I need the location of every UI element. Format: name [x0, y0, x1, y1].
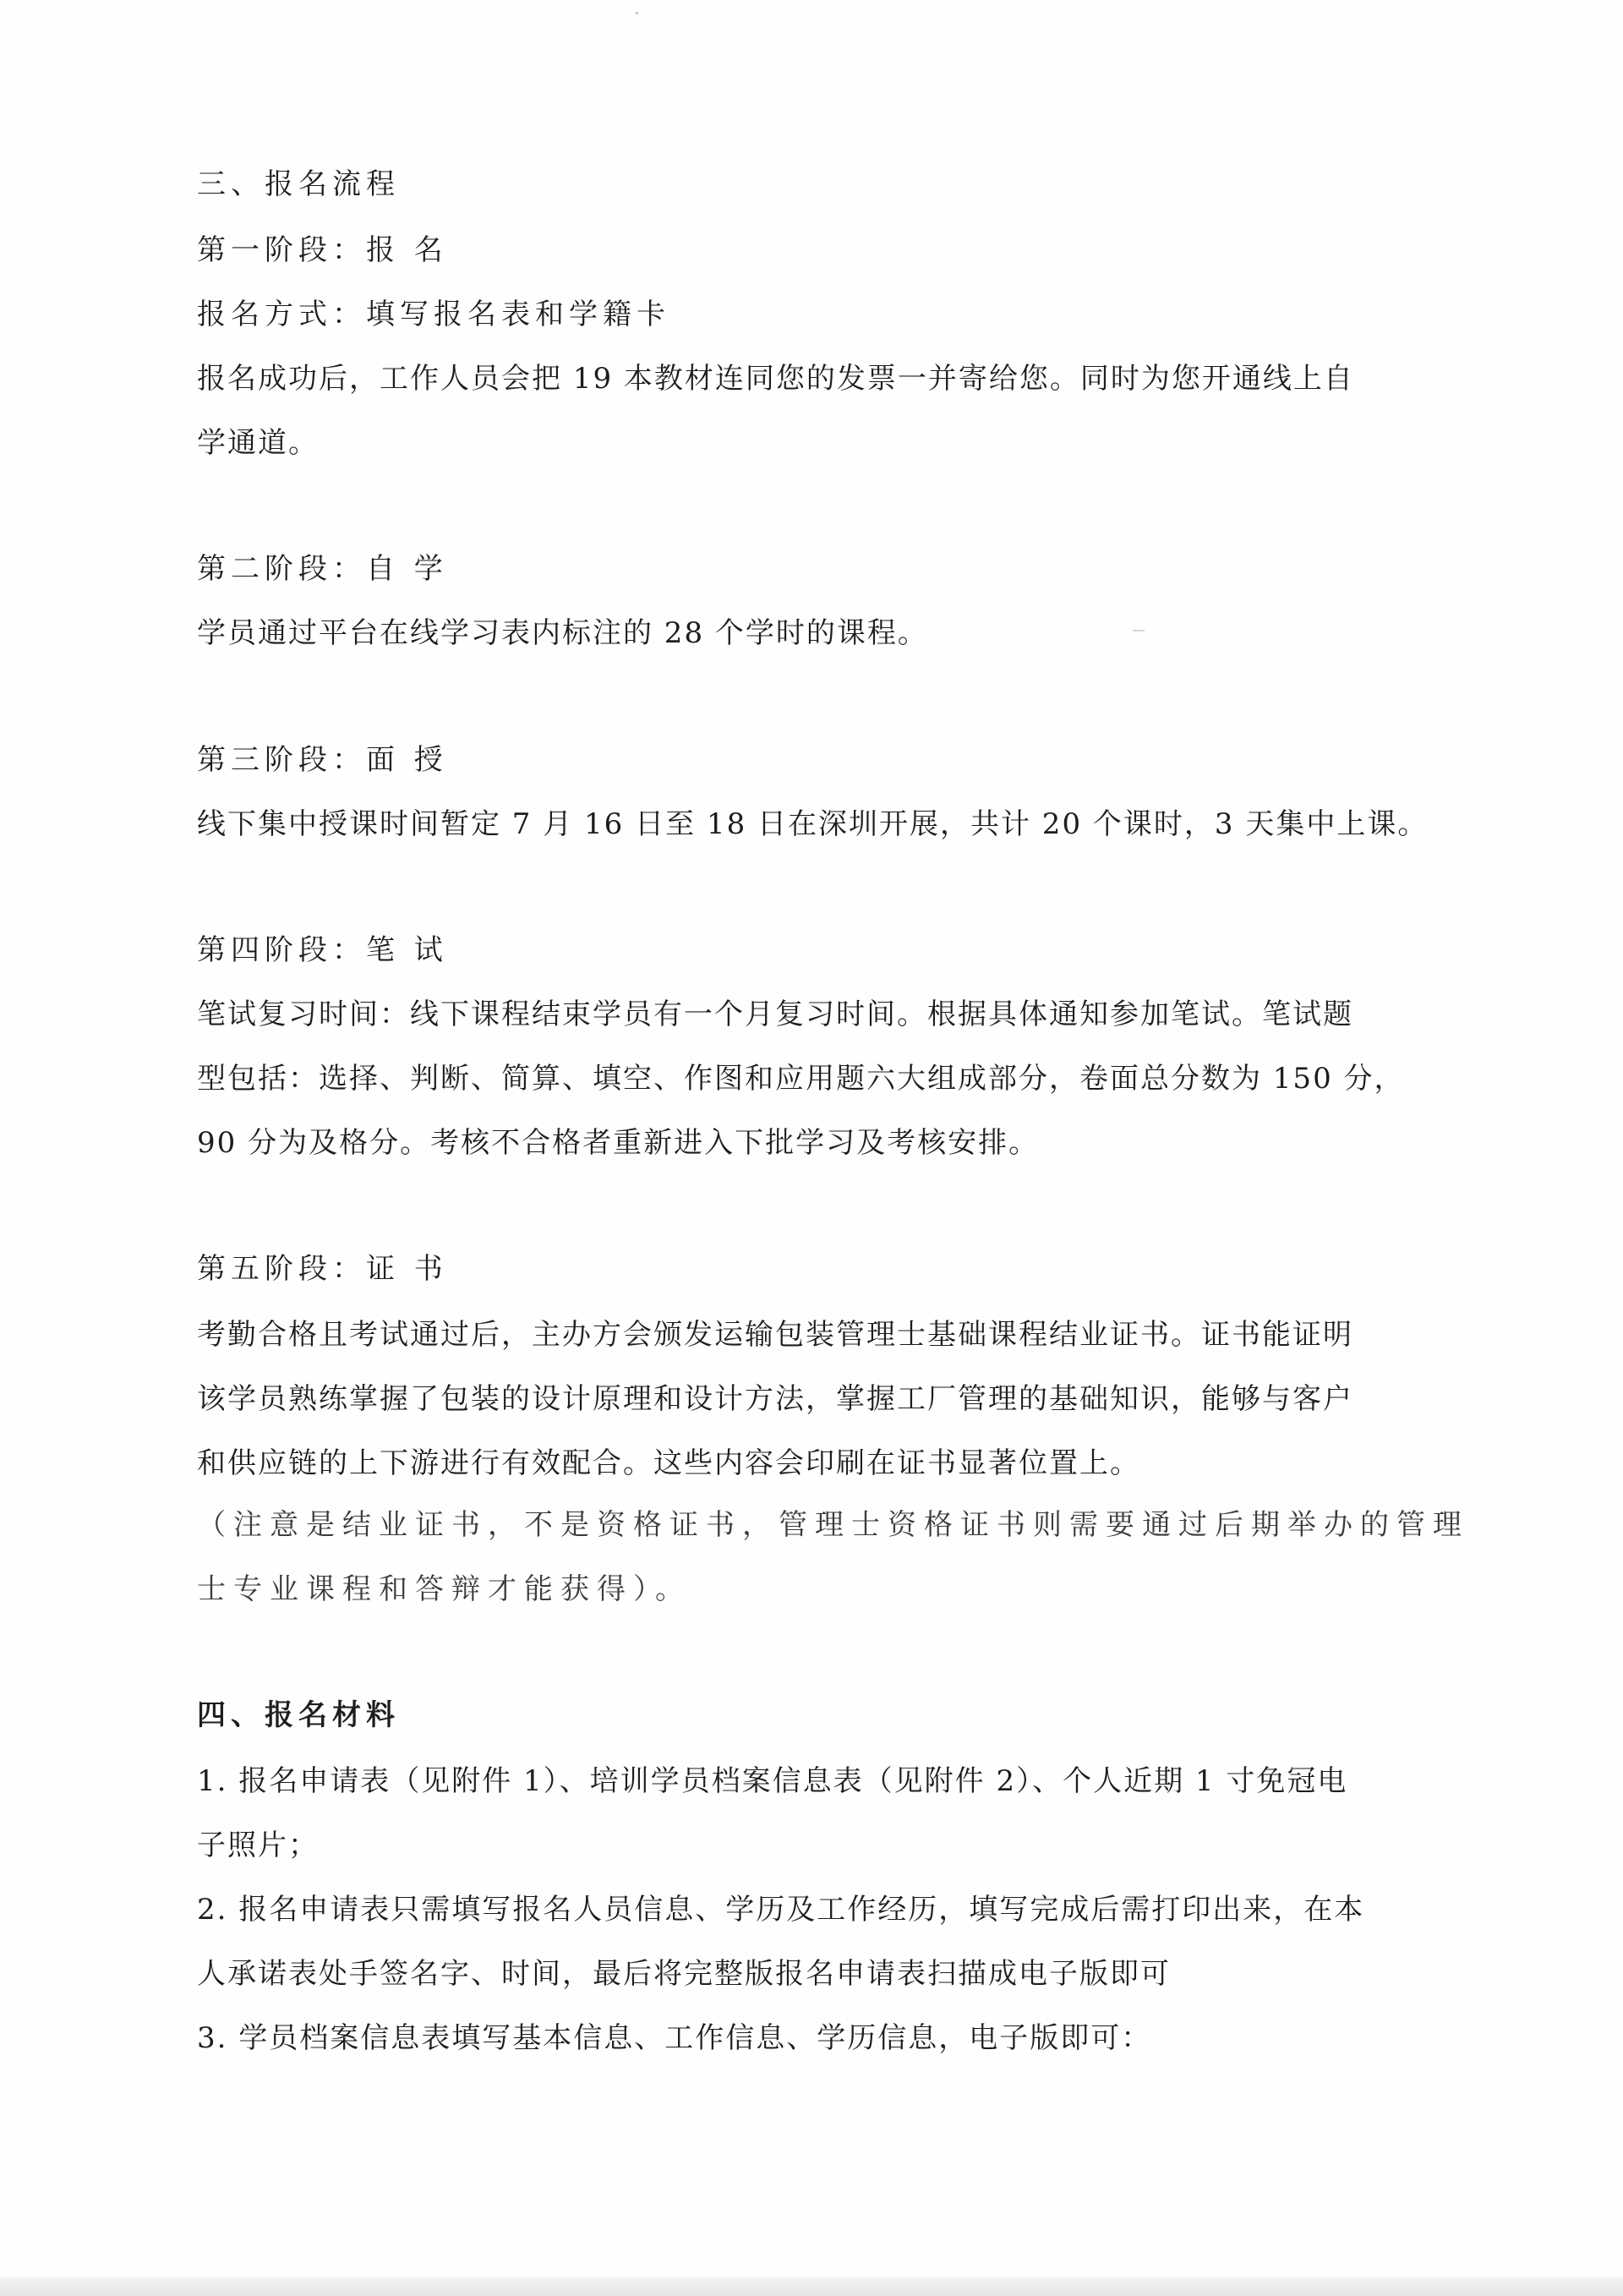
stage1-detail-line: 学通道。	[197, 426, 319, 460]
materials-item-line: 3. 学员档案信息表填写基本信息、工作信息、学历信息，电子版即可：	[197, 2021, 1152, 2055]
stage5-detail-line: 和供应链的上下游进行有效配合。这些内容会印刷在证书显著位置上。	[197, 1446, 1140, 1480]
scan-speck	[636, 12, 638, 14]
stage4-title: 第四阶段：笔 试	[197, 933, 448, 967]
scan-edge	[0, 2277, 1623, 2296]
stage3-detail-line: 线下集中授课时间暂定 7 月 16 日至 18 日在深圳开展，共计 20 个课时，3 天集中上课。	[197, 807, 1429, 841]
stage4-detail-line: 90 分为及格分。考核不合格者重新进入下批学习及考核安排。	[197, 1126, 1040, 1160]
stage5-note-line: （注意是结业证书，不是资格证书，管理士资格证书则需要通过后期举办的管理	[197, 1508, 1469, 1542]
stage2-detail-line: 学员通过平台在线学习表内标注的 28 个学时的课程。	[197, 616, 928, 650]
materials-item-line: 人承诺表处手签名字、时间，最后将完整版报名申请表扫描成电子版即可	[197, 1957, 1171, 1991]
stage1-method: 报名方式：填写报名表和学籍卡	[197, 298, 670, 331]
stage1-detail-line: 报名成功后，工作人员会把 19 本教材连同您的发票一并寄给您。同时为您开通线上自	[197, 362, 1354, 396]
materials-item-line: 1. 报名申请表（见附件 1）、培训学员档案信息表（见附件 2）、个人近期 1 寸免冠电	[197, 1764, 1348, 1798]
stage5-title: 第五阶段：证 书	[197, 1252, 448, 1286]
stage2-title: 第二阶段：自 学	[197, 552, 448, 586]
stage5-detail-line: 考勤合格且考试通过后，主办方会颁发运输包装管理士基础课程结业证书。证书能证明	[197, 1318, 1353, 1352]
stage1-title: 第一阶段：报 名	[197, 233, 448, 267]
stage5-note-line: 士专业课程和答辩才能获得）。	[197, 1572, 691, 1606]
materials-item-line: 子照片；	[197, 1829, 319, 1862]
section-heading-registration-process: 三、报名流程	[197, 167, 400, 201]
section-heading-registration-materials: 四、报名材料	[197, 1698, 400, 1732]
scan-speck	[1133, 630, 1145, 631]
stage4-detail-line: 型包括：选择、判断、简算、填空、作图和应用题六大组成部分，卷面总分数为 150 分，	[197, 1062, 1405, 1096]
stage3-title: 第三阶段：面 授	[197, 743, 448, 777]
stage5-detail-line: 该学员熟练掌握了包装的设计原理和设计方法，掌握工厂管理的基础知识，能够与客户	[197, 1382, 1353, 1416]
stage4-detail-line: 笔试复习时间：线下课程结束学员有一个月复习时间。根据具体通知参加笔试。笔试题	[197, 998, 1353, 1031]
materials-item-line: 2. 报名申请表只需填写报名人员信息、学历及工作经历，填写完成后需打印出来，在本	[197, 1893, 1365, 1927]
